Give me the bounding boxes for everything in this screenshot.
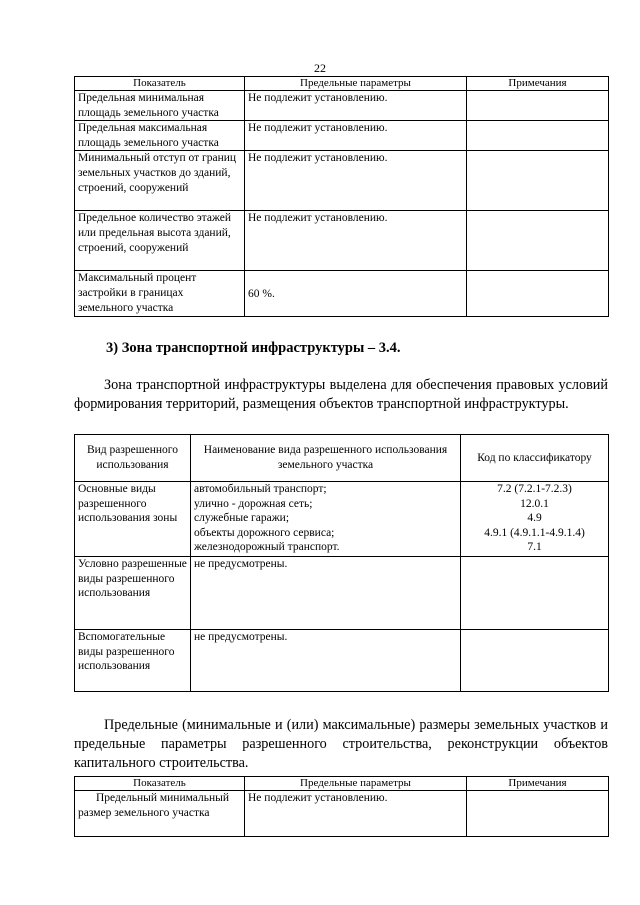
paragraph-limits [74, 716, 608, 773]
table-row-main-uses [75, 482, 609, 557]
main-uses-codes [461, 482, 609, 557]
table-header-row [75, 777, 609, 791]
header-use-name: Наименование вида разрешенного использования земельного участка [191, 435, 461, 482]
page-number: 22 [314, 61, 326, 75]
conditional-uses-value: не предусмотрены. [191, 557, 461, 630]
row-parameter: 60 %. [245, 271, 467, 317]
row-indicator: Предельная минимальная площадь земельного участка [75, 91, 245, 121]
table-row [75, 211, 609, 271]
list-item: автомобильный транспорт; [194, 483, 327, 495]
table-row [75, 271, 609, 317]
auxiliary-uses-code [461, 630, 609, 692]
row-indicator: Минимальный отступ от границ земельных участков до зданий, строений, сооружений [75, 151, 245, 211]
code-item: 12.0.1 [520, 497, 549, 510]
section-heading: 3) Зона транспортной инфраструктуры – 3.4. [106, 340, 401, 356]
permitted-use-table [74, 434, 609, 692]
table-row [75, 151, 609, 211]
table-row-conditional-uses [75, 557, 609, 630]
header-notes: Примечания [467, 777, 609, 791]
table-header-row [75, 435, 609, 482]
paragraph-text: Предельные (минимальные и (или) максимальные) размеры земельных участков и предельные параметры разрешенного строительства, реконструкции объектов капитального строительства. [74, 717, 608, 771]
list-item: улично - дорожная сеть; [194, 497, 313, 510]
main-uses-label: Основные виды разрешенного использования зоны [75, 482, 191, 557]
row-parameter: Не подлежит установлению. [245, 121, 467, 151]
paragraph-zone-purpose [74, 376, 608, 414]
auxiliary-uses-value: не предусмотрены. [191, 630, 461, 692]
table-row [75, 791, 609, 837]
code-item: 4.9.1 (4.9.1.1-4.9.1.4) [484, 526, 585, 539]
row-indicator: Предельное количество этажей или предельная высота зданий, строений, сооружений [75, 211, 245, 271]
row-note [467, 121, 609, 151]
row-parameter: Не подлежит установлению. [245, 91, 467, 121]
parameters-table-1 [74, 76, 609, 317]
row-note [467, 271, 609, 317]
main-uses-list [191, 482, 461, 557]
row-indicator: Предельная максимальная площадь земельного участка [75, 121, 245, 151]
row-note [467, 791, 609, 837]
list-item: служебные гаражи; [194, 512, 290, 525]
row-parameter: Не подлежит установлению. [245, 151, 467, 211]
header-parameters: Предельные параметры [245, 777, 467, 791]
table-row [75, 91, 609, 121]
header-indicator: Показатель [75, 77, 245, 91]
conditional-uses-label: Условно разрешенные виды разрешенного использования [75, 557, 191, 630]
paragraph-text: Зона транспортной инфраструктуры выделена для обеспечения правовых условий формирования территорий, размещения объектов транспортной инфраструктуры. [74, 377, 608, 412]
header-notes: Примечания [467, 77, 609, 91]
header-parameters: Предельные параметры [245, 77, 467, 91]
row-parameter: Не подлежит установлению. [245, 211, 467, 271]
table-row [75, 121, 609, 151]
header-classifier-code: Код по классификатору [461, 435, 609, 482]
table-row-auxiliary-uses [75, 630, 609, 692]
code-item: 4.9 [527, 512, 542, 525]
row-note [467, 151, 609, 211]
row-note [467, 211, 609, 271]
list-item: железнодорожный транспорт. [194, 541, 340, 554]
code-item: 7.2 (7.2.1-7.2.3) [497, 483, 572, 495]
parameters-table-2 [74, 776, 609, 837]
row-note [467, 91, 609, 121]
row-parameter: Не подлежит установлению. [245, 791, 467, 837]
code-item: 7.1 [527, 541, 542, 554]
auxiliary-uses-label: Вспомогательные виды разрешенного использования [75, 630, 191, 692]
list-item: объекты дорожного сервиса; [194, 526, 335, 539]
table-header-row [75, 77, 609, 91]
row-indicator: Предельный минимальный размер земельного участка [75, 791, 245, 837]
row-indicator: Максимальный процент застройки в границах земельного участка [75, 271, 245, 317]
header-use-type: Вид разрешенного использования [75, 435, 191, 482]
conditional-uses-code [461, 557, 609, 630]
header-indicator: Показатель [75, 777, 245, 791]
